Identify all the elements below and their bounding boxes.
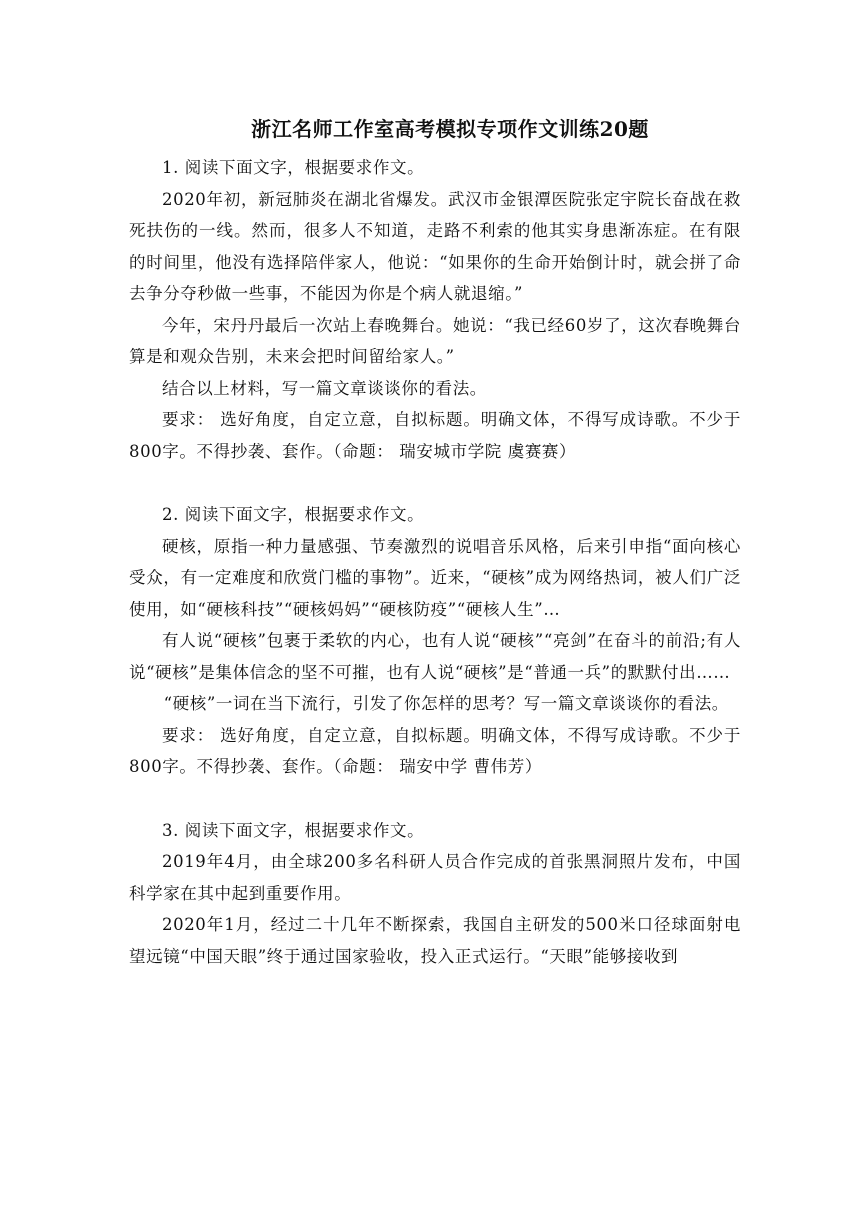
prompt-paragraph: 2020年初，新冠肺炎在湖北省爆发。武汉市金银潭医院张定宇院长奋战在救死扶伤的一线。然而，很多人不知道，走路不利索的他其实身患渐冻症。在有限的时间里，他没有选择陪伴家人，他说：“如果你的生命开始倒计时，就会拼了命去争分夺秒做一些事，不能因为你是个病人就退缩。” (129, 189, 741, 303)
prompt-requirements: 要求： 选好角度，自定立意，自拟标题。明确文体，不得写成诗歌。不少于800字。不得抄袭、套作。（命题： 瑞安中学 曹伟芳） (129, 725, 741, 776)
document-title: 浙江名师工作室高考模拟专项作文训练20题 (251, 117, 649, 141)
prompt-paragraph: 硬核，原指一种力量感强、节奏激烈的说唱音乐风格，后来引申指“面向核心受众，有一定难度和欣赏门槛的事物”。近来，“硬核”成为网络热词，被人们广泛使用，如“硬核科技”“硬核妈妈”“硬核防疫”“硬核人生”… (129, 536, 741, 619)
prompt-paragraph: 2020年1月，经过二十几年不断探索，我国自主研发的500米口径球面射电望远镜“中国天眼”终于通过国家验收，投入正式运行。“天眼”能够接收到 (129, 915, 741, 966)
essay-prompt-3 (129, 815, 741, 973)
essay-prompt-2 (129, 499, 741, 783)
prompt-paragraph: 今年，宋丹丹最后一次站上春晚舞台。她说：“我已经60岁了，这次春晚舞台算是和观众告别，未来会把时间留给家人。” (129, 315, 741, 366)
prompt-paragraph: 2019年4月，由全球200多名科研人员合作完成的首张黑洞照片发布，中国科学家在其中起到重要作用。 (129, 852, 741, 903)
prompt-paragraph: 结合以上材料，写一篇文章谈谈你的看法。 (162, 378, 487, 398)
prompt-heading: 3. 阅读下面文字，根据要求作文。 (162, 820, 425, 840)
document-body (129, 112, 741, 972)
prompt-heading: 1. 阅读下面文字，根据要求作文。 (162, 158, 425, 177)
prompt-requirements: 要求： 选好角度，自定立意，自拟标题。明确文体，不得写成诗歌。不少于800字。不得抄袭、套作。（命题： 瑞安城市学院 虞赛赛） (129, 410, 741, 461)
prompt-paragraph: 有人说“硬核”包裹于柔软的内心，也有人说“硬核”“亮剑”在奋斗的前沿;有人说“硬核”是集体信念的坚不可摧，也有人说“硬核”是“普通一兵”的默默付出…… (129, 631, 741, 682)
essay-prompt-1 (129, 152, 741, 467)
prompt-paragraph: “硬核”一词在当下流行，引发了你怎样的思考？写一篇文章谈谈你的看法。 (163, 694, 729, 713)
prompt-heading: 2. 阅读下面文字，根据要求作文。 (162, 505, 425, 524)
